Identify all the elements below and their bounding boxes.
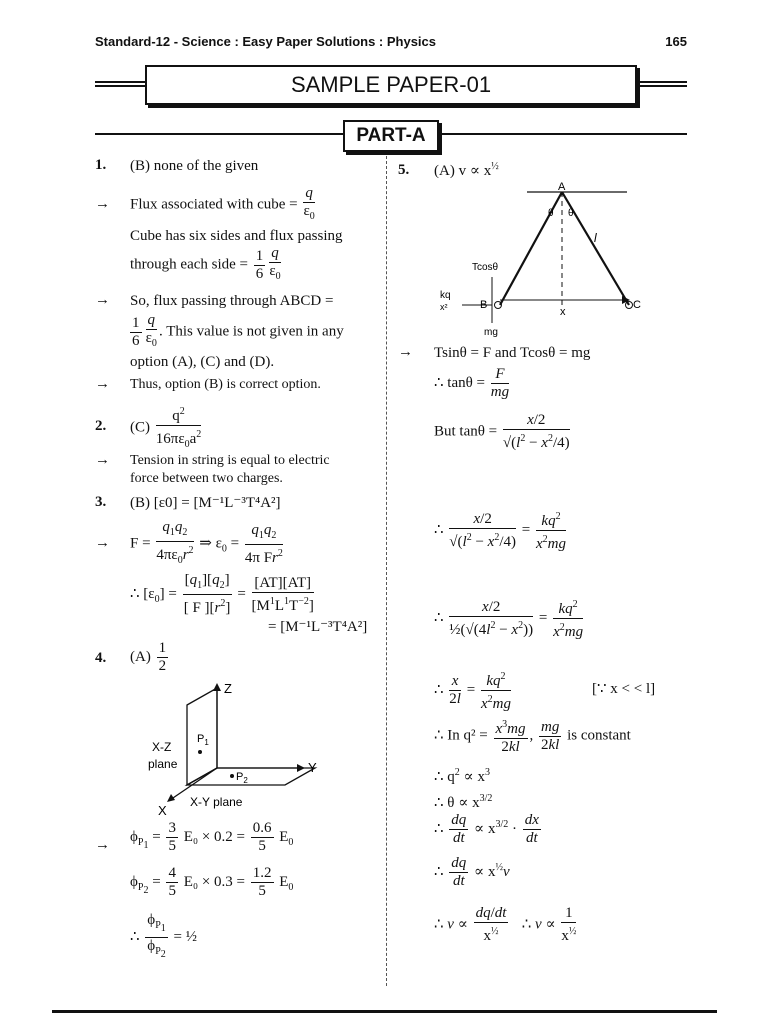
- title-bar: [95, 65, 687, 105]
- q5-option: (A) v ∝ x: [434, 163, 492, 179]
- q1-line2: Cube has six sides and flux passing: [130, 228, 343, 244]
- plane-label: plane: [148, 757, 178, 771]
- dim-frac-1: $\frac{[q_1][q_2]}{[ F ][r^2]}$: [183, 572, 231, 616]
- page-number: 165: [665, 34, 687, 49]
- x-label: X: [158, 803, 167, 818]
- arrow-icon: →: [95, 292, 110, 308]
- arrow-icon: →: [95, 376, 110, 392]
- p1-label: $P_1$: [197, 733, 209, 747]
- z-label: Z: [224, 681, 232, 696]
- q4-axes-diagram: [140, 680, 340, 820]
- arrow-icon: →: [95, 196, 110, 212]
- header-title: Standard-12 - Science : Easy Paper Solutions : Physics: [95, 34, 437, 49]
- q1-number: 1.: [95, 157, 107, 173]
- q1-line3-text: through each side =: [130, 256, 249, 273]
- p1-point: [198, 750, 202, 754]
- xz-label: X-Z: [152, 740, 172, 754]
- q1-flux-line: [130, 185, 317, 225]
- eq4-frac2: $\frac{mg}{2kl}$: [541, 718, 560, 753]
- q4-option: (A): [130, 648, 151, 665]
- label-kq: kq: [440, 290, 451, 301]
- column-divider: [386, 156, 387, 986]
- one-sixth: $\frac{1}{6}$: [255, 247, 264, 282]
- q3-answer: (B) [ε0] = [M⁻¹L⁻³T⁴A²]: [130, 495, 281, 511]
- q1-answer: (B) none of the given: [130, 158, 259, 174]
- q1-line4: So, flux passing through ABCD =: [130, 293, 334, 309]
- q1-line5-text: . This value is not given in any: [159, 323, 344, 340]
- q3-coulomb: F = $\frac{q_1q_2}{4\pi\varepsilon_0r^2}$ ⇒ $\varepsilon_0$ = $\frac{q_1q_2}{4\pi Fr^2}$: [130, 519, 285, 569]
- eq3-lhs: $\frac{x}{2l}$: [449, 673, 461, 707]
- coulomb-frac: $\frac{q_1q_2}{4\pi\varepsilon_0r^2}$: [156, 519, 194, 566]
- q5-dqdt2: ∴ $\frac{dq}{dt}$ ∝ $x^{\frac{1}{2}}v$: [434, 855, 510, 889]
- q5-eq2: ∴ $\frac{x/2}{\frac{1}{2}(√(4l^2 - x^2))}$ = $\frac{kq^2}{x^2mg}$: [434, 596, 585, 641]
- q5-final: ∴ v ∝ $\frac{dq/dt}{x^{\frac{1}{2}}}$ ∴ v ∝ $\frac{1}{x^{\frac{1}{2}}}$: [434, 905, 577, 944]
- xy-plane: [187, 768, 315, 785]
- part-rule-right: [438, 133, 687, 135]
- q4-ratio: ∴ $\frac{\phi_{P_1}}{\phi_{P_2}}$ = ½: [130, 912, 197, 963]
- p2-point: [230, 774, 234, 778]
- q3-result: = [M⁻¹L⁻³T⁴A²]: [268, 619, 368, 635]
- q1-line7: Thus, option (B) is correct option.: [130, 377, 321, 392]
- q1-flux-text: Flux associated with cube =: [130, 196, 298, 213]
- paper-title: SAMPLE PAPER-01: [145, 65, 637, 105]
- q5-tan: ∴ tanθ = $\frac{F}{mg}$: [434, 366, 510, 400]
- theta-right: θ: [568, 208, 574, 219]
- phi2-value: $\frac{1.2}{5}$: [252, 865, 272, 899]
- eq1-rhs: $\frac{kq^2}{x^2mg}$: [536, 508, 566, 553]
- label-l: l: [594, 231, 597, 245]
- q1-line6: option (A), (C) and (D).: [130, 354, 275, 370]
- phi1-value: $\frac{0.6}{5}$: [252, 820, 272, 854]
- part-bar: [95, 120, 687, 154]
- label-b: B: [480, 299, 488, 311]
- q2-answer: [130, 403, 203, 453]
- label-tcos: Tcosθ: [472, 262, 499, 273]
- q-over-eps: $\frac{q}{\varepsilon_0}$: [269, 245, 281, 282]
- arrow-icon: →: [95, 535, 110, 551]
- one-sixth: $\frac{1}{6}$: [132, 314, 140, 349]
- eq4-frac1: $\frac{x^3mg}{2kl}$: [494, 716, 528, 756]
- q4-answer: [130, 640, 170, 675]
- q3-dimension: ∴ $[\varepsilon_0]$ = $\frac{[q_1][q_2]}{[ F ][r^2]}$ = $\frac{[AT][AT]}{[M^1L^1T^{-2}]}$: [130, 572, 314, 616]
- eq2-lhs: $\frac{x/2}{\frac{1}{2}(√(4l^2 - x^2))}$: [449, 598, 534, 638]
- v-final-frac: $\frac{1}{x^{\frac{1}{2}}}$: [561, 905, 577, 944]
- label-c: C: [633, 299, 641, 311]
- q5-inq-text: In q² =: [447, 727, 488, 744]
- q-over-eps0: $\frac{q}{\varepsilon_0}$: [303, 185, 315, 222]
- eps0-frac: $\frac{q_1q_2}{4\pi Fr^2}$: [244, 521, 283, 566]
- dq-dt-2: $\frac{dq}{dt}$: [451, 855, 467, 889]
- q5-but: [434, 412, 572, 452]
- dx-dt: $\frac{dx}{dt}$: [524, 812, 539, 846]
- q5-line1: Tsinθ = F and Tcosθ = mg: [434, 345, 591, 361]
- q4-phi2: $\phi_{P_2}$ = $\frac{4}{5}$ E₀ × 0.3 = $\frac{1.2}{5}$ $E_0$: [130, 865, 294, 899]
- v-frac: $\frac{dq/dt}{x^{\frac{1}{2}}}$: [475, 905, 507, 944]
- y-label: Y: [308, 760, 317, 775]
- q5-but-text: But tanθ =: [434, 423, 498, 440]
- q5-pendulum-diagram: [432, 180, 647, 340]
- q5-eq4: ∴ In q² = $\frac{x^3mg}{2kl}$ , $\frac{mg}{2kl}$ is constant: [434, 716, 631, 756]
- eq2-rhs: $\frac{kq^2}{x^2mg}$: [553, 596, 583, 641]
- q5-dqdt1: ∴ $\frac{dq}{dt}$ ∝ $x^{3/2}$ · $\frac{dx}{dt}$: [434, 812, 539, 846]
- label-a: A: [558, 181, 566, 193]
- q5-number: 5.: [398, 162, 410, 178]
- f-over-mg: $\frac{F}{mg}$: [490, 366, 510, 400]
- part-rule-left: [95, 133, 343, 135]
- theta-left: θ: [548, 208, 554, 219]
- tan-geom: $\frac{x/2}{√(l^2 - x^2/4)}$: [502, 412, 570, 451]
- q4-number: 4.: [95, 650, 107, 666]
- q4-mul2: E₀ × 0.3 =: [183, 873, 245, 890]
- q5-eq3: ∴ $\frac{x}{2l}$ = $\frac{kq^2}{x^2mg}$: [434, 668, 513, 713]
- z-arrowhead: [213, 683, 221, 691]
- eq3-rhs: $\frac{kq^2}{x^2mg}$: [481, 668, 511, 713]
- dq-dt: $\frac{dq}{dt}$: [451, 812, 467, 846]
- q5-prop1: ∴ $q^2 \propto x^3$: [434, 767, 490, 785]
- xy-plane-label: X-Y plane: [190, 795, 243, 809]
- q3-number: 3.: [95, 494, 107, 510]
- q5-prop2: ∴ $\theta \propto x^{3/2}$: [434, 793, 493, 811]
- three-fifths: $\frac{3}{5}$: [168, 820, 176, 854]
- label-x: x: [560, 306, 566, 318]
- q5-eq1: ∴ $\frac{x/2}{√(l^2 - x^2/4)}$ = $\frac{kq^2}{x^2mg}$: [434, 508, 568, 553]
- arrow-icon: →: [95, 452, 110, 468]
- title-rule-right: [635, 81, 687, 87]
- arrow-icon: →: [398, 344, 413, 360]
- eq1-lhs: $\frac{x/2}{√(l^2 - x^2/4)}$: [449, 510, 517, 550]
- q2-option: (C): [130, 419, 150, 436]
- q1-line3: [130, 245, 283, 285]
- q5-answer: (A) $v \propto x^{\frac{1}{2}}$: [434, 161, 499, 179]
- q2-line2: force between two charges.: [130, 471, 283, 486]
- q5-constant: is constant: [567, 727, 631, 744]
- q5-condition: [∵ x < < l]: [592, 681, 656, 697]
- part-heading: PART-A: [343, 120, 439, 152]
- q1-line5: [128, 312, 344, 352]
- dim-frac-2: $\frac{[AT][AT]}{[M^1L^1T^{-2}]}$: [251, 574, 314, 614]
- q-over-eps: $\frac{q}{\varepsilon_0}$: [145, 312, 157, 349]
- q2-line1: Tension in string is equal to electric: [130, 453, 330, 468]
- title-rule-left: [95, 81, 145, 87]
- running-header: [95, 34, 687, 54]
- arrow-icon: →: [95, 837, 110, 853]
- y-arrowhead: [297, 764, 305, 772]
- label-x2: x²: [440, 302, 448, 312]
- bottom-rule: [52, 1010, 717, 1013]
- four-fifths: $\frac{4}{5}$: [168, 865, 176, 899]
- q4-phi1: $\phi_{P_1}$ = $\frac{3}{5}$ E₀ × 0.2 = $\frac{0.6}{5}$ $E_0$: [130, 820, 294, 854]
- phi-ratio: $\frac{\phi_{P_1}}{\phi_{P_2}}$: [147, 912, 166, 960]
- half-frac: $\frac{1}{2}$: [158, 640, 167, 674]
- q2-fraction: $\frac{q^2}{16\pi\varepsilon_0a^2}$: [156, 403, 202, 453]
- p2-label: $P_2$: [236, 771, 248, 785]
- q2-number: 2.: [95, 418, 107, 434]
- label-mg: mg: [484, 327, 498, 338]
- q4-mul1: E₀ × 0.2 =: [183, 828, 245, 845]
